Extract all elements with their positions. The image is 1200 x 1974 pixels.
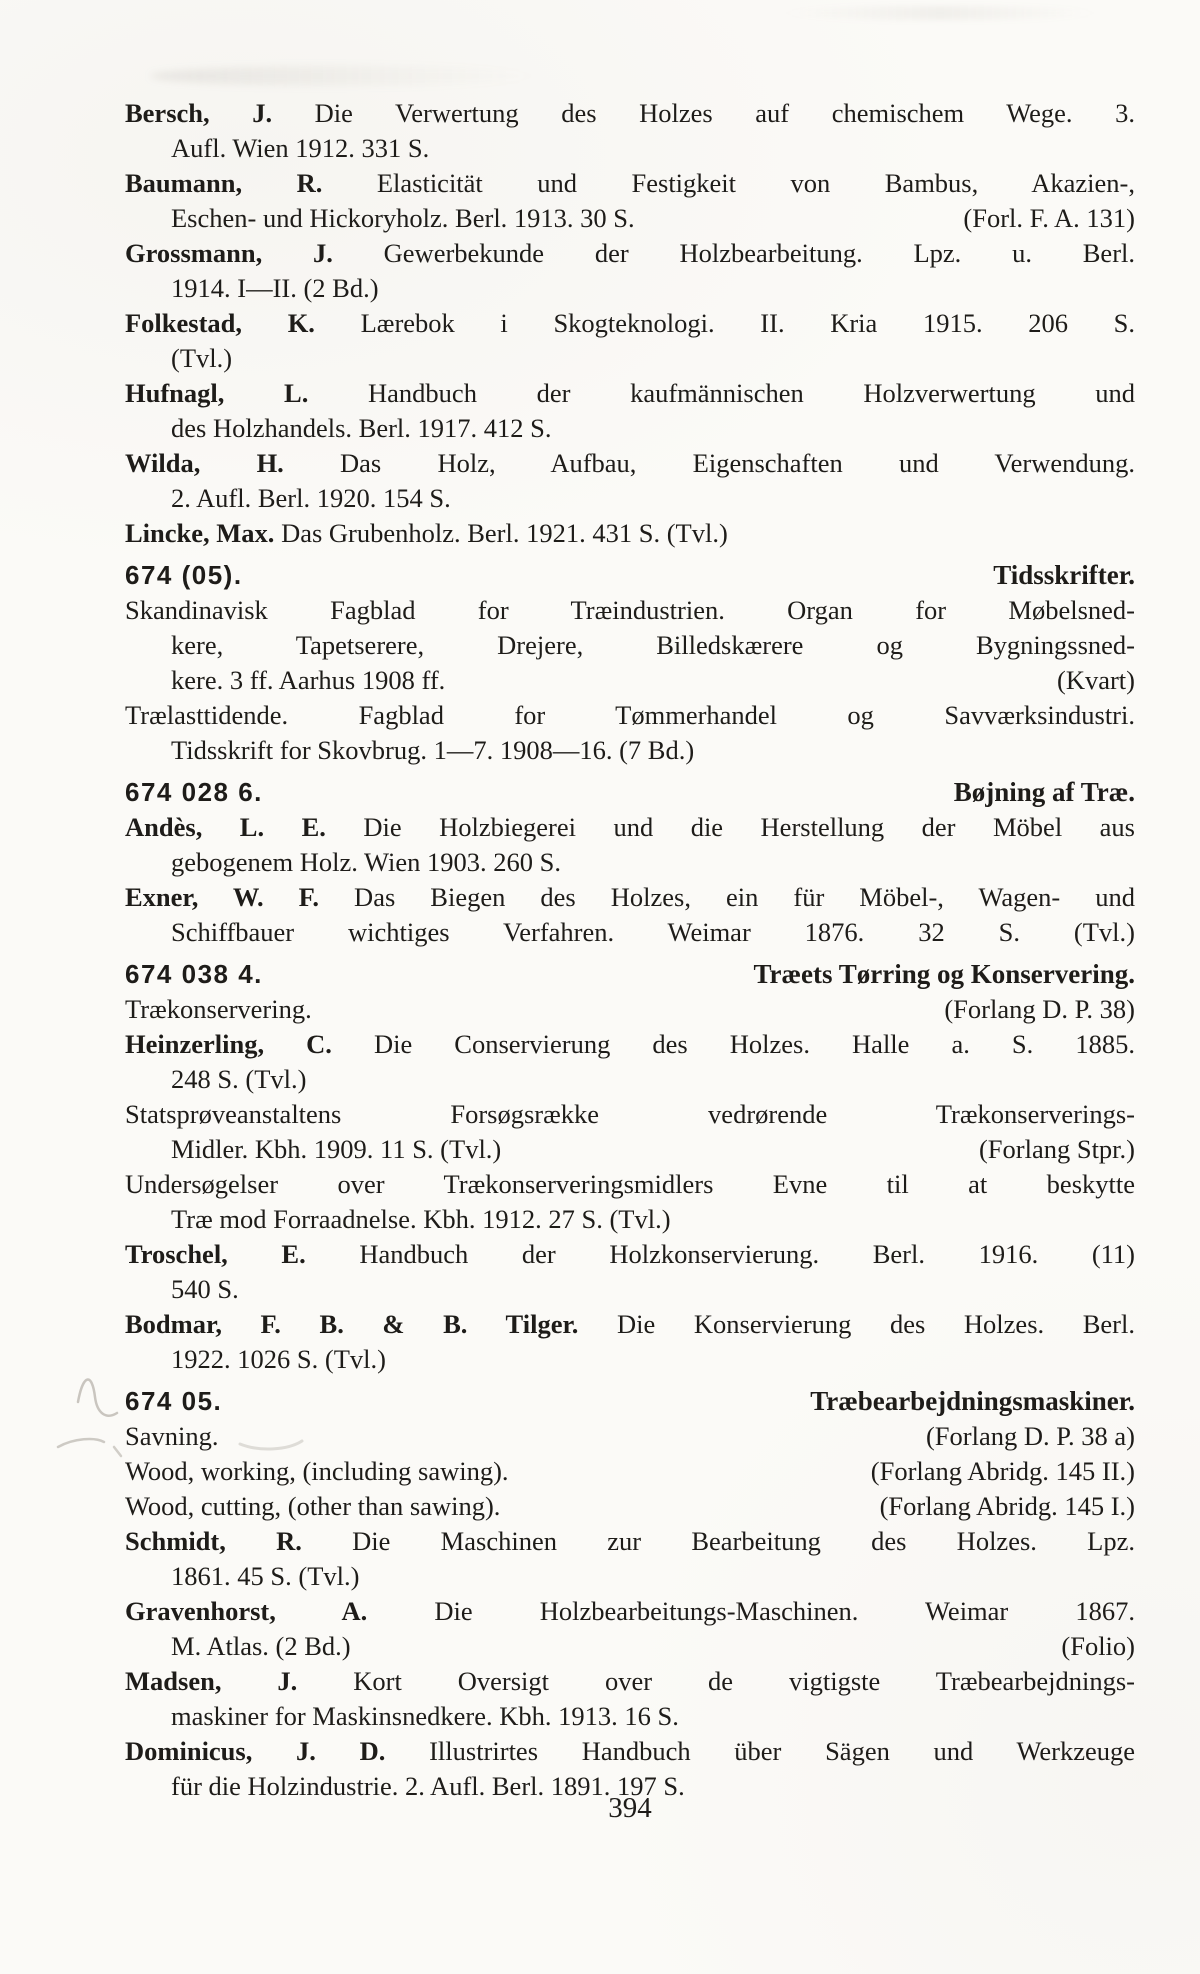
bib-line-text: Savning.	[125, 1421, 219, 1451]
bib-line	[125, 96, 1135, 131]
bib-line-text: Schiffbauer wichtiges Verfahren. Weimar 1876. 32 S. (Tvl.)	[171, 917, 1135, 947]
bib-entry	[125, 376, 1135, 446]
bib-line-text: kere. 3 ff. Aarhus 1908 ff.	[171, 665, 446, 695]
bib-line	[125, 663, 1135, 698]
bib-line-text: Tidsskrift for Skovbrug. 1—7. 1908—16. (7 Bd.)	[171, 735, 695, 765]
section-heading	[125, 775, 1135, 810]
bib-line	[125, 1062, 1135, 1097]
author-name: Schmidt, R.	[125, 1526, 302, 1556]
bib-line	[125, 1027, 1135, 1062]
author-name: Dominicus, J. D.	[125, 1736, 386, 1766]
bib-line-text: Exner, W. F. Das Biegen des Holzes, ein für Möbel-, Wagen- und	[125, 882, 1135, 912]
bib-line	[125, 1454, 1135, 1489]
bib-line-text: Baumann, R. Elasticität und Festigkeit von Bambus, Akazien-,	[125, 168, 1135, 198]
bib-entry	[125, 698, 1135, 768]
bib-line-text: Trækonservering.	[125, 994, 312, 1024]
page-number: 394	[608, 1792, 652, 1824]
bib-line-text: Bersch, J. Die Verwertung des Holzes auf chemischem Wege. 3.	[125, 98, 1135, 128]
bib-line	[125, 992, 1135, 1027]
scan-smudge	[780, 6, 1100, 20]
bib-line	[125, 593, 1135, 628]
bib-line	[125, 236, 1135, 271]
bib-line	[125, 1699, 1135, 1734]
bib-entry	[125, 1664, 1135, 1734]
pencil-margin-mark	[58, 1439, 104, 1447]
bib-line-text: Lincke, Max. Das Grubenholz. Berl. 1921. 431 S. (Tvl.)	[125, 518, 728, 548]
bib-line-text: Andès, L. E. Die Holzbiegerei und die Herstellung der Möbel aus	[125, 812, 1135, 842]
bib-line-ref: (Forlang Abridg. 145 I.)	[879, 1491, 1135, 1521]
pencil-margin-mark	[78, 1380, 117, 1416]
bib-entry	[125, 96, 1135, 166]
section-title: Træbearbejdningsmaskiner.	[810, 1386, 1135, 1416]
bib-line-text: 1914. I—II. (2 Bd.)	[171, 273, 379, 303]
bib-line	[125, 1629, 1135, 1664]
bib-line-ref: (Kvart)	[1057, 665, 1135, 695]
bib-line	[125, 1489, 1135, 1524]
author-name: Bersch, J.	[125, 98, 273, 128]
bib-line-text: (Tvl.)	[171, 343, 233, 373]
bib-entry	[125, 1307, 1135, 1377]
bib-line-text: des Holzhandels. Berl. 1917. 412 S.	[171, 413, 552, 443]
author-name: Troschel, E.	[125, 1239, 306, 1269]
bib-line	[125, 131, 1135, 166]
section-heading	[125, 558, 1135, 593]
bib-line	[125, 915, 1135, 950]
bib-line-text: Eschen- und Hickoryholz. Berl. 1913. 30 S.	[171, 203, 635, 233]
bib-entry	[125, 1167, 1135, 1237]
bib-line	[125, 698, 1135, 733]
bib-line	[125, 1664, 1135, 1699]
section-heading	[125, 1384, 1135, 1419]
bib-line-text: Wilda, H. Das Holz, Aufbau, Eigenschaften und Verwendung.	[125, 448, 1135, 478]
bib-line-text: Troschel, E. Handbuch der Holzkonservierung. Berl. 1916. (11)	[125, 1239, 1135, 1269]
bib-line	[125, 516, 1135, 551]
author-name: Madsen, J.	[125, 1666, 298, 1696]
section-title: Tidsskrifter.	[993, 560, 1135, 590]
bib-line-text: 1861. 45 S. (Tvl.)	[171, 1561, 360, 1591]
bib-line-text: 2. Aufl. Berl. 1920. 154 S.	[171, 483, 451, 513]
bib-line	[125, 1594, 1135, 1629]
bib-entry	[125, 166, 1135, 236]
bib-line-text: 248 S. (Tvl.)	[171, 1064, 307, 1094]
bib-entry	[125, 516, 1135, 551]
bib-entry	[125, 1454, 1135, 1489]
bib-entry	[125, 880, 1135, 950]
bib-line-text: Wood, working, (including sawing).	[125, 1456, 509, 1486]
bib-line	[125, 166, 1135, 201]
bib-line	[125, 481, 1135, 516]
bib-entry	[125, 1524, 1135, 1594]
bib-line	[125, 1202, 1135, 1237]
section-title: Træets Tørring og Konservering.	[753, 959, 1135, 989]
bib-line-text: 540 S.	[171, 1274, 239, 1304]
author-name: Exner, W. F.	[125, 882, 320, 912]
bib-line-text: Gravenhorst, A. Die Holzbearbeitungs-Maschinen. Weimar 1867.	[125, 1596, 1135, 1626]
author-name: Andès, L. E.	[125, 812, 326, 842]
author-name: Bodmar, F. B. & B. Tilger.	[125, 1309, 579, 1339]
author-name: Wilda, H.	[125, 448, 284, 478]
bib-line-text: Dominicus, J. D. Illustrirtes Handbuch über Sägen und Werkzeuge	[125, 1736, 1135, 1766]
bib-entry	[125, 810, 1135, 880]
bib-line	[125, 1419, 1135, 1454]
bib-line-text: Grossmann, J. Gewerbekunde der Holzbearbeitung. Lpz. u. Berl.	[125, 238, 1136, 268]
bib-line-text: Madsen, J. Kort Oversigt over de vigtigste Træbearbejdnings-	[125, 1666, 1135, 1696]
bib-entry	[125, 236, 1135, 306]
author-name: Hufnagl, L.	[125, 378, 309, 408]
bib-line	[125, 376, 1135, 411]
bib-line	[125, 845, 1135, 880]
bib-line	[125, 411, 1135, 446]
author-name: Folkestad, K.	[125, 308, 315, 338]
bib-line	[125, 306, 1135, 341]
bib-line	[125, 201, 1135, 236]
bib-line-ref: (Forlang D. P. 38 a)	[925, 1421, 1135, 1451]
bib-line-text: Trælasttidende. Fagblad for Tømmerhandel og Savværksindustri.	[125, 700, 1135, 730]
bib-line-text: Træ mod Forraadnelse. Kbh. 1912. 27 S. (Tvl.)	[171, 1204, 671, 1234]
bib-entry	[125, 1489, 1135, 1524]
bib-line	[125, 1132, 1135, 1167]
bib-line-text: M. Atlas. (2 Bd.)	[171, 1631, 351, 1661]
bib-line	[125, 1734, 1135, 1769]
bib-line-text: kere, Tapetserere, Drejere, Billedskærere og Bygningssned-	[171, 630, 1135, 660]
bib-line	[125, 880, 1135, 915]
bib-line-text: Aufl. Wien 1912. 331 S.	[171, 133, 430, 163]
bib-line-text: Schmidt, R. Die Maschinen zur Bearbeitung des Holzes. Lpz.	[125, 1526, 1135, 1556]
bib-line	[125, 1342, 1135, 1377]
author-name: Grossmann, J.	[125, 238, 333, 268]
bib-line	[125, 271, 1135, 306]
author-name: Lincke, Max.	[125, 518, 275, 548]
bib-entry	[125, 306, 1135, 376]
bib-line-text: gebogenem Holz. Wien 1903. 260 S.	[171, 847, 561, 877]
bib-line	[125, 628, 1135, 663]
bib-line	[125, 1272, 1135, 1307]
bib-line-text: Skandinavisk Fagblad for Træindustrien. Organ for Møbelsned-	[125, 595, 1135, 625]
bib-line-text: Heinzerling, C. Die Conservierung des Holzes. Halle a. S. 1885.	[125, 1029, 1135, 1059]
bib-entry	[125, 446, 1135, 516]
bib-entry	[125, 1027, 1135, 1097]
bib-line-ref: (Forlang Stpr.)	[978, 1134, 1135, 1164]
bib-line	[125, 1307, 1135, 1342]
bib-line	[125, 446, 1135, 481]
section-number: 674 028 6.	[125, 777, 263, 807]
bib-line-ref: (Forl. F. A. 131)	[963, 203, 1135, 233]
bibliography	[125, 96, 1135, 1804]
bib-line	[125, 1237, 1135, 1272]
bib-line-text: Wood, cutting, (other than sawing).	[125, 1491, 501, 1521]
bib-line-ref: (Forlang Abridg. 145 II.)	[870, 1456, 1135, 1486]
bib-entry	[125, 1237, 1135, 1307]
bib-line-text: für die Holzindustrie. 2. Aufl. Berl. 1891. 197 S.	[171, 1771, 685, 1801]
bib-line-ref: (Forlang D. P. 38)	[944, 994, 1135, 1024]
bib-entry	[125, 1097, 1135, 1167]
section-number: 674 05.	[125, 1386, 223, 1416]
bib-line-text: Undersøgelser over Trækonserveringsmidlers Evne til at beskytte	[125, 1169, 1135, 1199]
bib-line-text: Statsprøveanstaltens Forsøgsrække vedrørende Trækonserverings-	[125, 1099, 1135, 1129]
bib-line	[125, 1167, 1135, 1202]
bib-entry	[125, 593, 1135, 698]
bib-line-ref: (Folio)	[1061, 1631, 1135, 1661]
bib-line-text: Midler. Kbh. 1909. 11 S. (Tvl.)	[171, 1134, 502, 1164]
bib-entry	[125, 992, 1135, 1027]
pencil-margin-mark	[114, 1447, 121, 1456]
scan-smudge	[150, 66, 540, 86]
bib-line-text: Bodmar, F. B. & B. Tilger. Die Konservierung des Holzes. Berl.	[125, 1309, 1135, 1339]
bib-line	[125, 733, 1135, 768]
section-heading	[125, 957, 1135, 992]
author-name: Baumann, R.	[125, 168, 323, 198]
bib-line	[125, 1559, 1135, 1594]
bib-line-text: Folkestad, K. Lærebok i Skogteknologi. II. Kria 1915. 206 S.	[125, 308, 1135, 338]
bib-line-text: 1922. 1026 S. (Tvl.)	[171, 1344, 386, 1374]
bib-line	[125, 810, 1135, 845]
bib-line	[125, 1524, 1135, 1559]
section-number: 674 (05).	[125, 560, 243, 590]
bib-line-text: Hufnagl, L. Handbuch der kaufmännischen Holzverwertung und	[125, 378, 1136, 408]
author-name: Gravenhorst, A.	[125, 1596, 368, 1626]
section-number: 674 038 4.	[125, 959, 263, 989]
author-name: Heinzerling, C.	[125, 1029, 332, 1059]
bib-entry	[125, 1594, 1135, 1664]
bib-line-text: maskiner for Maskinsnedkere. Kbh. 1913. 16 S.	[171, 1701, 679, 1731]
bib-entry	[125, 1419, 1135, 1454]
bib-line	[125, 1097, 1135, 1132]
bib-line	[125, 341, 1135, 376]
section-title: Bøjning af Træ.	[953, 777, 1135, 807]
